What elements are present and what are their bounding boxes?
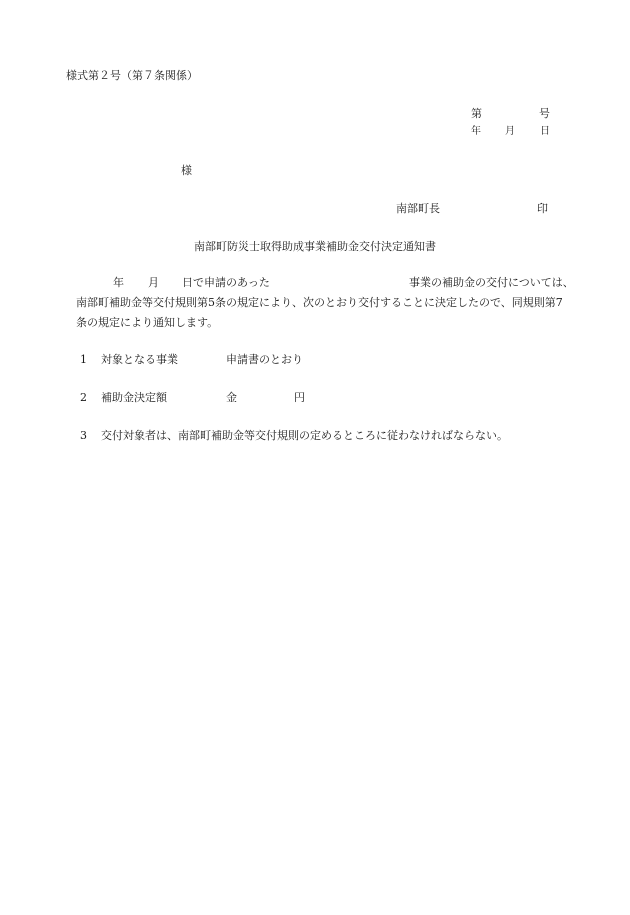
date-month-label: 月 [505, 126, 515, 137]
item-2-amount-prefix: 金 [226, 391, 237, 404]
item-2-number: 2 [80, 391, 87, 404]
issuer-name: 南部町長 [396, 202, 440, 215]
body-month-label: 月 [148, 276, 159, 289]
item-2-amount-suffix: 円 [294, 391, 305, 404]
item-1-number: 1 [80, 353, 87, 366]
date-day-label: 日 [540, 126, 550, 137]
date-year-label: 年 [471, 126, 481, 137]
seal-mark: 印 [537, 202, 548, 215]
item-3-label: 交付対象者は、南部町補助金等交付規則の定めるところに従わなければならない。 [101, 429, 508, 442]
body-year-label: 年 [113, 276, 124, 289]
document-number-suffix: 号 [539, 107, 550, 120]
body-line-3: 条の規定により通知します。 [76, 316, 219, 329]
document-title: 南部町防災士取得助成事業補助金交付決定通知書 [194, 240, 436, 253]
body-line-2: 南部町補助金等交付規則第5条の規定により、次のとおり交付することに決定したので、同規則第7 [76, 296, 563, 309]
item-2-label: 補助金決定額 [101, 391, 167, 404]
body-application-text: 日で申請のあった [182, 276, 270, 289]
item-3-number: 3 [80, 429, 87, 442]
form-number-label: 様式第２号（第７条関係） [66, 69, 198, 82]
addressee-honorific: 様 [181, 164, 192, 177]
body-subsidy-text: 事業の補助金の交付については、 [409, 276, 574, 289]
item-1-value: 申請書のとおり [226, 353, 303, 366]
item-1-label: 対象となる事業 [101, 353, 178, 366]
document-number-label: 第 [471, 107, 482, 120]
